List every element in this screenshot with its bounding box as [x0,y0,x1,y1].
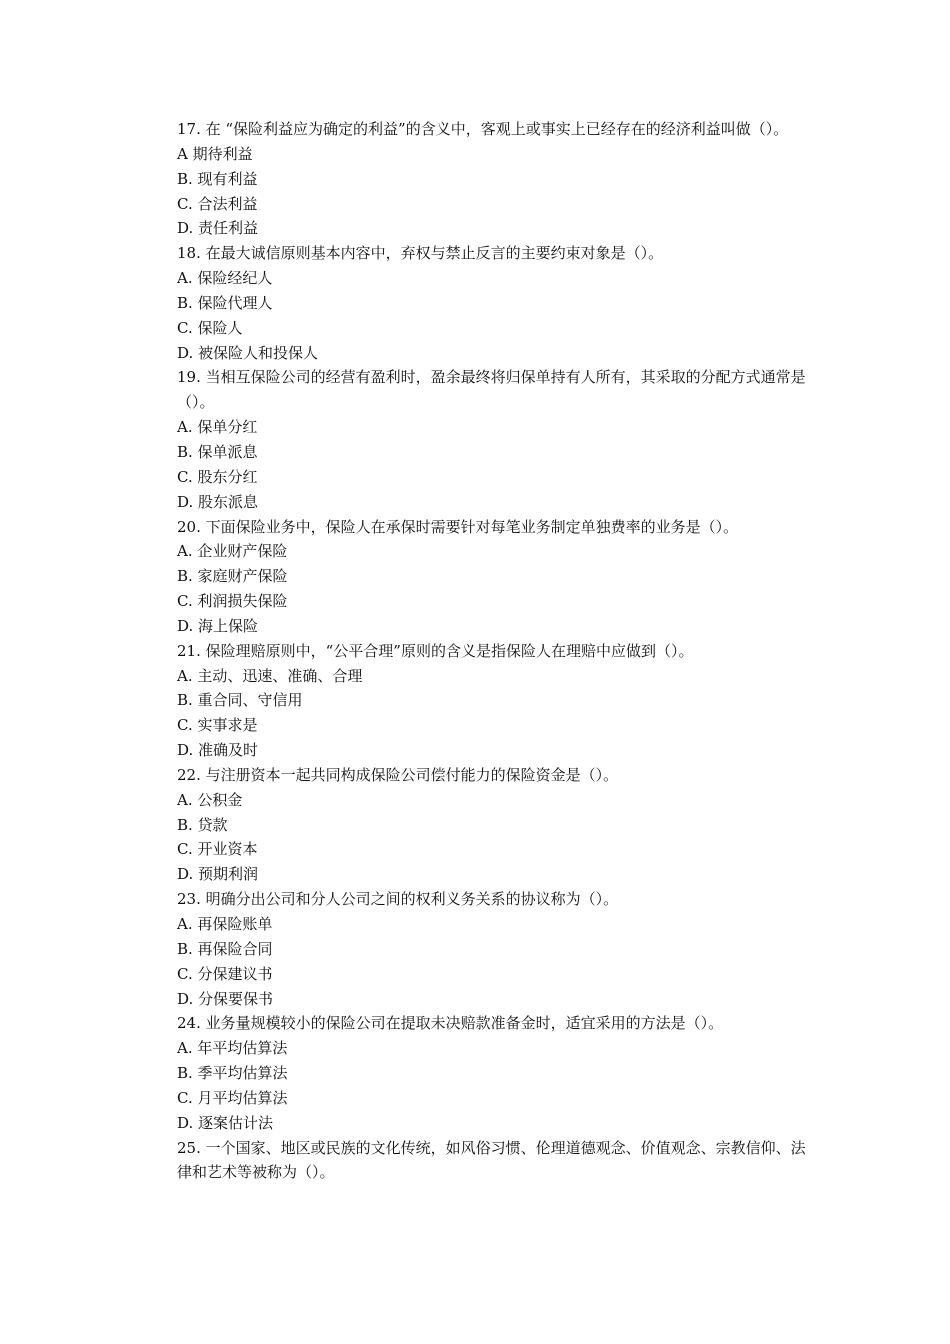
option-b: B. 贷款 [177,815,228,834]
question-18 [177,241,813,365]
option-b: B. 保险代理人 [177,293,273,312]
question-25 [177,1136,813,1186]
option-b: B. 现有利益 [177,169,258,188]
option-b: B. 家庭财产保险 [177,567,288,586]
option-c: C. 分保建议书 [177,964,273,983]
option-a: A. 保险经纪人 [177,269,273,288]
question-stem: 24. 业务量规模较小的保险公司在提取未决赔款准备金时，适宜采用的方法是（）。 [177,1014,724,1033]
option-b: B. 季平均估算法 [177,1064,288,1083]
question-21 [177,639,813,763]
option-d: D. 股东派息 [177,492,259,511]
question-22 [177,763,813,887]
option-c: C. 开业资本 [177,840,258,859]
option-d: D. 准确及时 [177,741,259,760]
option-b: B. 重合同、守信用 [177,691,303,710]
option-c: C. 月平均估算法 [177,1088,288,1107]
option-d: D. 海上保险 [177,616,259,635]
option-c: C. 利润损失保险 [177,592,288,611]
option-a: A. 公积金 [177,790,243,809]
option-a: A 期待利益 [177,144,253,163]
question-17 [177,117,813,241]
option-a: A. 再保险账单 [177,915,273,933]
option-b: B. 保单派息 [177,442,258,461]
question-24 [177,1011,813,1135]
question-stem: 21. 保险理赔原则中，“公平合理”原则的含义是指保险人在理赔中应做到（）。 [177,641,694,660]
document-page [177,117,813,1185]
option-d: D. 分保要保书 [177,989,274,1008]
option-a: A. 年平均估算法 [177,1039,288,1058]
option-c: C. 保险人 [177,318,243,337]
option-b: B. 再保险合同 [177,939,273,958]
question-20 [177,515,813,639]
question-stem: 20. 下面保险业务中，保险人在承保时需要针对每笔业务制定单独费率的业务是（）。 [177,517,739,536]
question-stem: 25. 一个国家、地区或民族的文化传统，如风俗习惯、伦理道德观念、价值观念、宗教信仰、法律和艺术等被称为（）。 [177,1138,806,1182]
question-stem: 23. 明确分出公司和分人公司之间的权利义务关系的协议称为（）。 [177,890,619,909]
option-d: D. 被保险人和投保人 [177,343,319,362]
option-d: D. 预期利润 [177,865,259,884]
question-stem: 18. 在最大诚信原则基本内容中，弃权与禁止反言的主要约束对象是（）。 [177,244,664,263]
option-c: C. 实事求是 [177,716,258,735]
question-23 [177,887,813,1011]
option-a: A. 主动、迅速、准确、合理 [177,666,363,685]
option-c: C. 股东分红 [177,467,258,486]
option-a: A. 企业财产保险 [177,542,288,561]
option-c: C. 合法利益 [177,194,258,213]
question-stem: 19. 当相互保险公司的经营有盈利时，盈余最终将归保单持有人所有，其采取的分配方式通常是（）。 [177,368,806,412]
question-stem: 17. 在 “保险利益应为确定的利益”的含义中，客观上或事实上已经存在的经济利益叫做（）。 [177,120,789,138]
question-stem: 22. 与注册资本一起共同构成保险公司偿付能力的保险资金是（）。 [177,765,619,784]
option-d: D. 逐案估计法 [177,1113,274,1132]
option-d: D. 责任利益 [177,219,259,238]
question-19 [177,365,813,514]
option-a: A. 保单分红 [177,418,258,437]
